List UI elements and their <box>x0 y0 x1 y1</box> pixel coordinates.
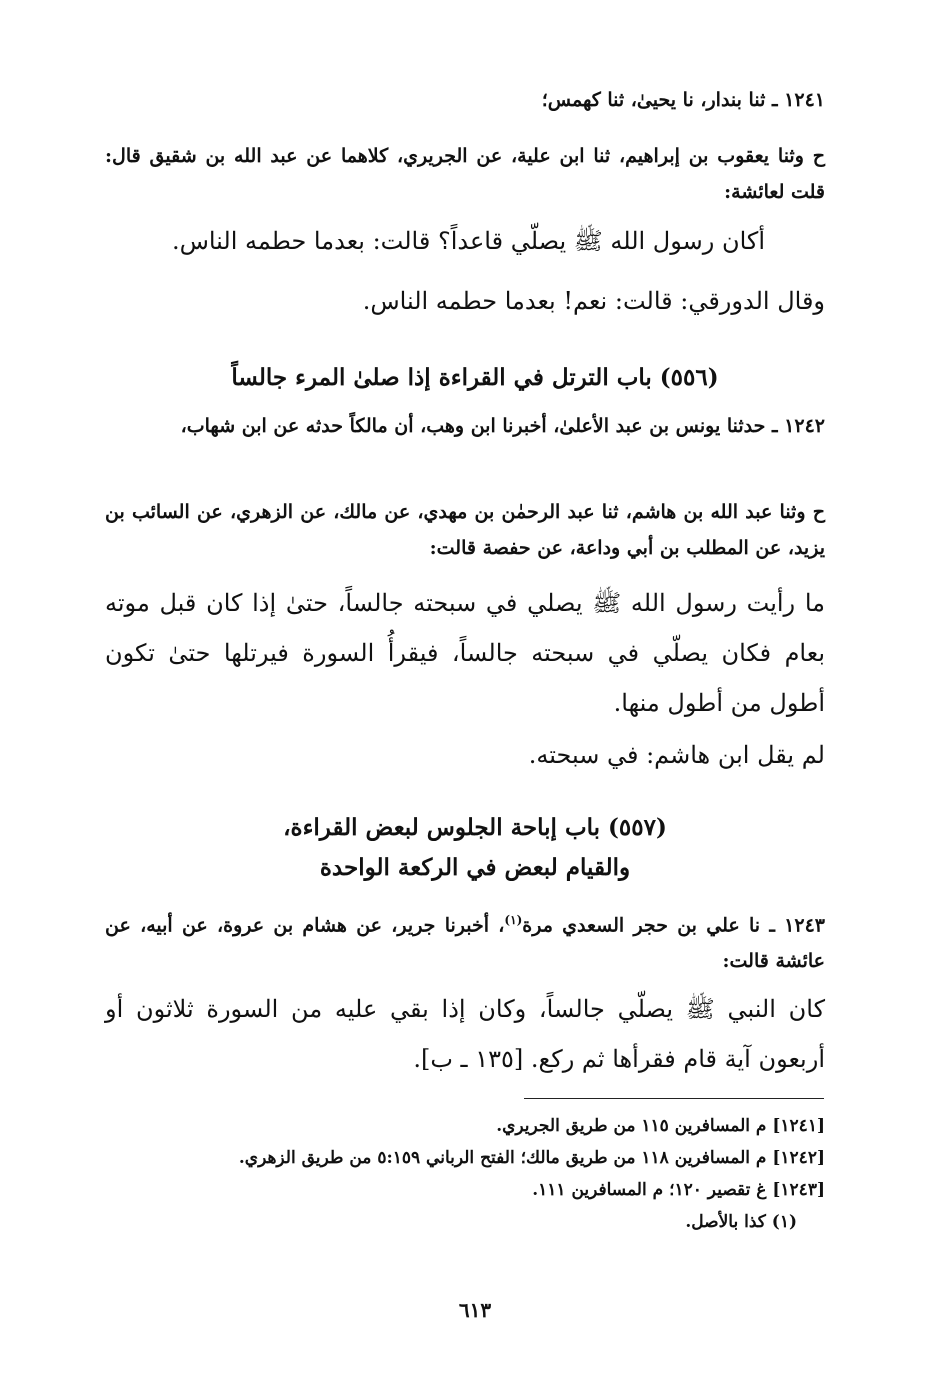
hadith-1241-isnad-2: ح وثنا يعقوب بن إبراهيم، ثنا ابن علية، عن الجريري، كلاهما عن عبد الله بن شقيق قال: قلت لعائشة: <box>105 145 825 203</box>
hadith-1242-note: لم يقل ابن هاشم: في سبحته. <box>528 741 825 769</box>
chapter-557-heading-line-2: والقيام لبعض في الركعة الواحدة <box>319 854 631 881</box>
hadith-1243-isnad-end: ، أخبرنا جرير، عن هشام بن عروة، عن أبيه، عن عائشة قالت: <box>105 914 825 973</box>
footnote-1: (١) كذا بالأصل. <box>685 1212 797 1232</box>
footnote-1241: [١٢٤١] م المسافرين ١١٥ من طريق الجريري. <box>496 1116 825 1136</box>
hadith-1242-isnad-2: ح وثنا عبد الله بن هاشم، ثنا عبد الرحمٰن بن مهدي، عن مالك، عن الزهري، عن السائب بن يزيد، عن المطلب بن أبي وداعة، عن حفصة قالت: <box>105 501 825 559</box>
footnote-divider <box>524 1098 824 1099</box>
hadith-1242-isnad: ١٢٤٢ ـ حدثنا يونس بن عبد الأعلىٰ، أخبرنا ابن وهب، أن مالكاً حدثه عن ابن شهاب، <box>180 415 825 437</box>
footnote-1242: [١٢٤٢] م المسافرين ١١٨ من طريق مالك؛ الفتح الرباني ٥:١٥٩ من طريق الزهري. <box>238 1148 825 1168</box>
hadith-1241-isnad: ١٢٤١ ـ ثنا بندار، نا يحيىٰ، ثنا كهمس؛ <box>541 89 825 111</box>
hadith-1241-matn: أكان رسول الله ﷺ يصلّي قاعداً؟ قالت: بعدما حطمه الناس. <box>171 227 765 255</box>
footnote-marker: (١) <box>504 913 523 927</box>
hadith-1241-note: وقال الدورقي: قالت: نعم! بعدما حطمه الناس. <box>362 287 825 315</box>
hadith-1243-isnad <box>105 902 825 979</box>
footnotes <box>105 1110 825 1238</box>
footnote-1243: [١٢٤٣] غ تقصير ١٢٠؛ م المسافرين ١١١. <box>532 1180 825 1200</box>
page-number: ٦١٣ <box>458 1298 492 1322</box>
chapter-556-heading: (٥٥٦) باب الترتل في القراءة إذا صلىٰ المرء جالساً <box>231 364 719 391</box>
hadith-1243-matn: كان النبي ﷺ يصلّي جالساً، وكان إذا بقي عليه من السورة ثلاثون أو أربعون آية قام فقرأها ثم ركع. [١٣٥ ـ ب]. <box>105 995 825 1073</box>
chapter-557-heading-line-1: (٥٥٧) باب إباحة الجلوس لبعض القراءة، <box>283 814 667 841</box>
hadith-1242-matn: ما رأيت رسول الله ﷺ يصلي في سبحته جالساً، حتىٰ إذا كان قبل موته بعام فكان يصلّي في سبحته جالساً، فيقرأُ السورة فيرتلها حتىٰ تكون أطول من أطول منها. <box>105 589 825 717</box>
hadith-1243-isnad-start: ١٢٤٣ ـ نا علي بن حجر السعدي مرة <box>522 914 825 937</box>
chapter-557-heading <box>105 808 845 888</box>
